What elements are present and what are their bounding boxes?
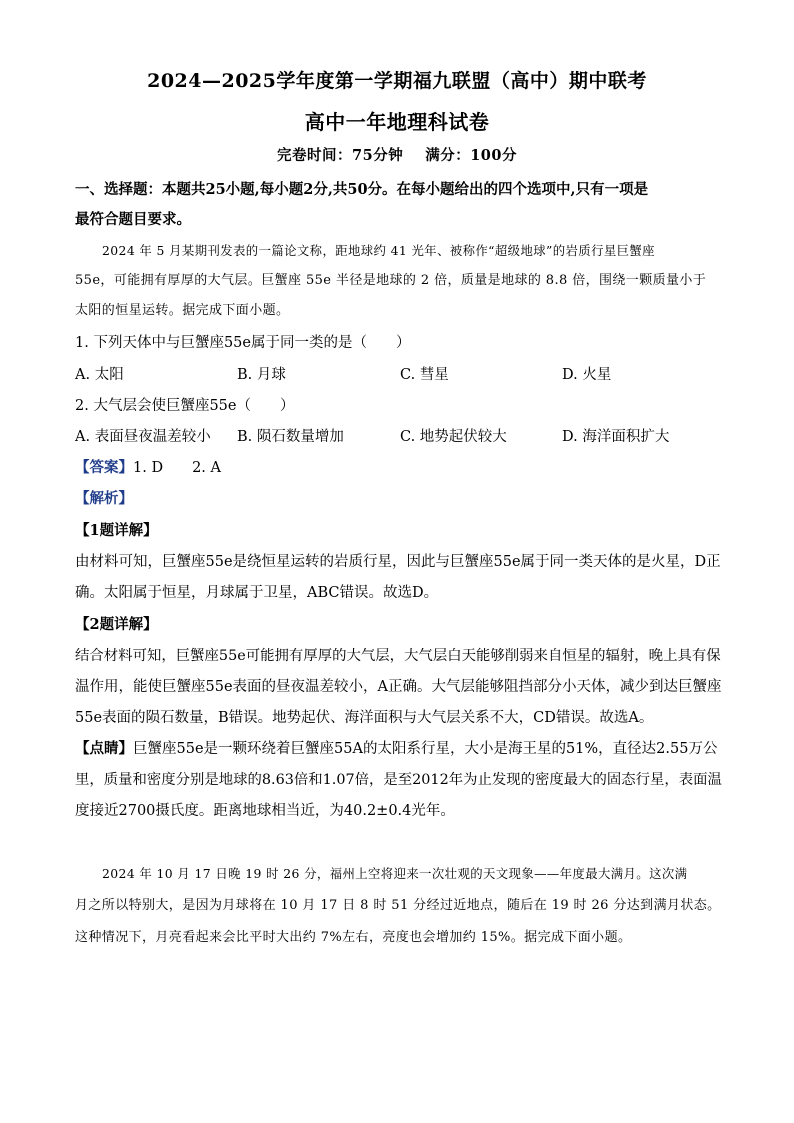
analysis-label: 【解析】 <box>75 490 133 507</box>
q1-option-a: A. 太阳 <box>75 367 124 383</box>
q2-option-c: C. 地势起伏较大 <box>400 429 507 445</box>
detail1-line-2: 确。太阳属于恒星，月球属于卫星，ABC错误。故选D。 <box>75 585 439 601</box>
tip-label: 【点睛】 <box>75 740 133 757</box>
answer-label: 【答案】 <box>75 459 133 476</box>
exam-title: 2024—2025学年度第一学期福九联盟（高中）期中联考 <box>147 70 647 92</box>
exam-time: 完卷时间：75分钟 <box>277 147 404 164</box>
tip-line-1 <box>75 739 725 759</box>
q1-option-c: C. 彗星 <box>400 367 449 383</box>
tip-line-3: 度接近2700摄氏度。距离地球相当近，为40.2±0.4光年。 <box>75 803 455 819</box>
detail1-label: 【1题详解】 <box>75 522 158 539</box>
q1-option-b: B. 月球 <box>237 367 286 383</box>
detail2-line-3: 55e表面的陨石数量，B错误。地势起伏、海洋面积与大气层关系不大，CD错误。故选A。 <box>75 710 654 726</box>
passage2-line-1: 2024 年 10 月 17 日晚 19 时 26 分，福州上空将迎来一次壮观的天文现象——年度最大满月。这次满 <box>102 866 688 881</box>
section-heading-line-2: 最符合题目要求。 <box>75 211 191 228</box>
tip-text-1: 巨蟹座55e是一颗环绕着巨蟹座55A的太阳系行星，大小是海王星的51%，直径达2.55万公 <box>133 741 718 757</box>
q2-option-b: B. 陨石数量增加 <box>237 429 344 445</box>
detail2-line-1: 结合材料可知，巨蟹座55e可能拥有厚厚的大气层，大气层白天能够削弱来自恒星的辐射，晚上具有保 <box>75 648 721 664</box>
q1-stem: 1. 下列天体中与巨蟹座55e属于同一类的是（ ） <box>75 335 411 351</box>
detail2-line-2: 温作用，能使巨蟹座55e表面的昼夜温差较小，A正确。大气层能够阻挡部分小天体，减少到达巨蟹座 <box>75 679 722 695</box>
q2-option-a: A. 表面昼夜温差较小 <box>75 429 211 445</box>
detail2-label: 【2题详解】 <box>75 616 158 633</box>
section-heading-line-1: 一、选择题：本题共25小题,每小题2分,共50分。在每小题给出的四个选项中,只有一项是 <box>75 181 649 198</box>
passage1-line-3: 太阳的恒星运转。据完成下面小题。 <box>75 303 290 318</box>
passage2-line-3: 这种情况下，月亮看起来会比平时大出约 7%左右，亮度也会增加约 15%。据完成下面小题。 <box>75 930 632 945</box>
exam-score: 满分：100分 <box>425 147 517 164</box>
passage2-line-2: 月之所以特别大，是因为月球将在 10 月 17 日 8 时 51 分经过近地点，随后在 19 时 26 分达到满月状态。 <box>75 898 721 913</box>
exam-info <box>0 144 794 165</box>
tip-line-2: 里，质量和密度分别是地球的8.63倍和1.07倍，是至2012年为止发现的密度最大的固态行星，表面温 <box>75 772 722 788</box>
answer-text: 1. D 2. A <box>133 460 221 476</box>
q1-option-d: D. 火星 <box>562 367 612 383</box>
passage1-line-1: 2024 年 5 月某期刊发表的一篇论文称，距地球约 41 光年、被称作“超级地球”的岩质行星巨蟹座 <box>102 243 655 258</box>
q2-option-d: D. 海洋面积扩大 <box>562 429 670 445</box>
passage1-line-2: 55e，可能拥有厚厚的大气层。巨蟹座 55e 半径是地球的 2 倍，质量是地球的 8.8 倍，围绕一颗质量小于 <box>75 273 707 288</box>
answer-line <box>75 458 725 478</box>
q2-stem: 2. 大气层会使巨蟹座55e（ ） <box>75 398 295 414</box>
exam-subtitle: 高中一年地理科试卷 <box>304 110 490 134</box>
detail1-line-1: 由材料可知，巨蟹座55e是绕恒星运转的岩质行星，因此与巨蟹座55e属于同一类天体的是火星，D正 <box>75 554 721 570</box>
